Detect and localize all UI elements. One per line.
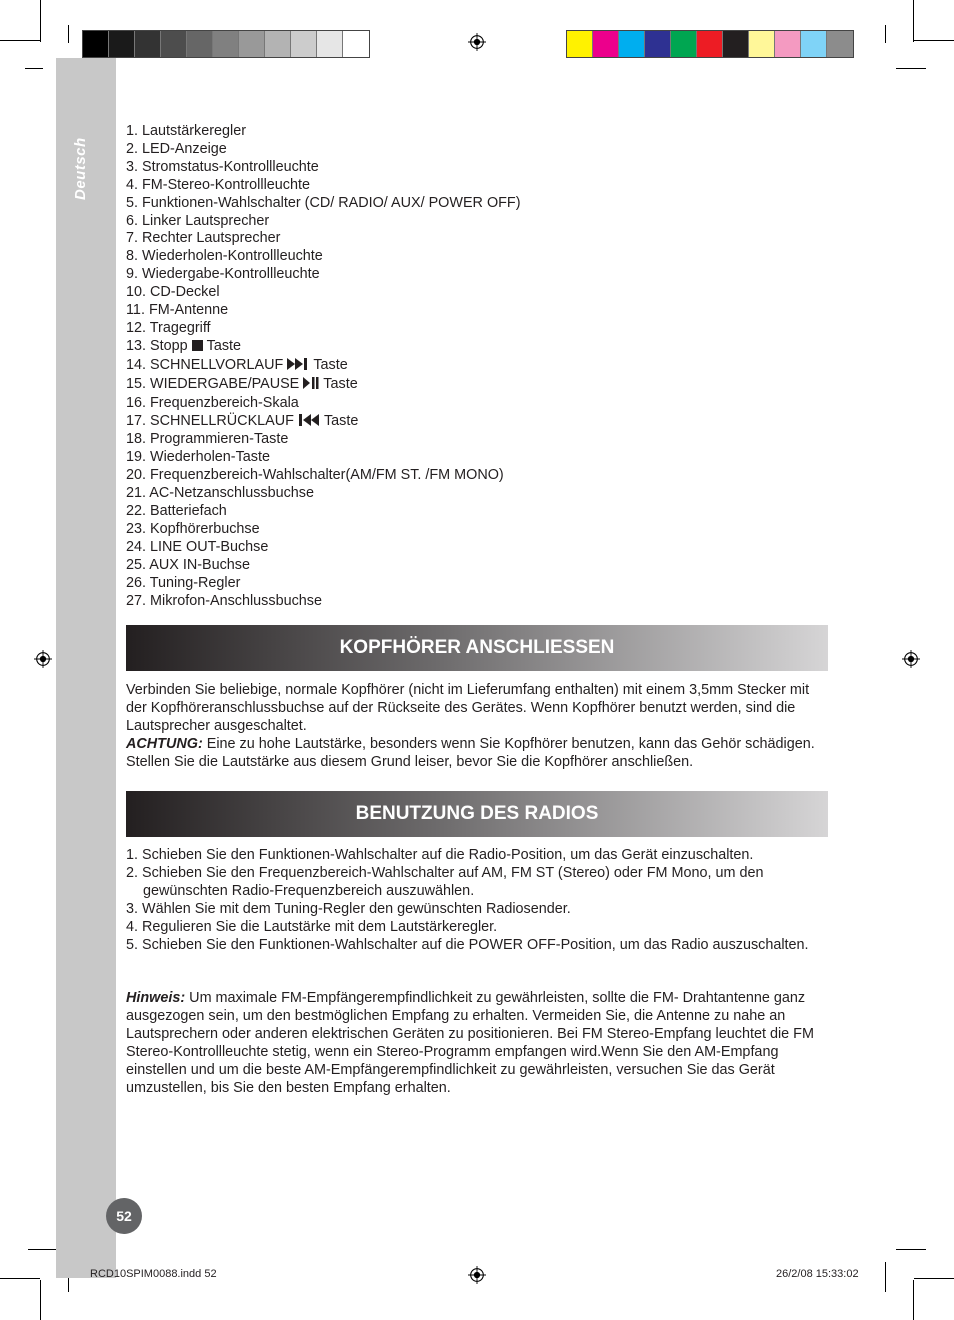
list-item-text: LED-Anzeige bbox=[142, 140, 227, 157]
crop-mark bbox=[885, 25, 886, 43]
rewind-icon bbox=[298, 414, 320, 432]
registration-mark-icon bbox=[902, 650, 920, 668]
list-item bbox=[126, 557, 521, 575]
color-swatch bbox=[593, 31, 619, 57]
color-swatch bbox=[775, 31, 801, 57]
list-item-number: 8. bbox=[126, 248, 139, 265]
list-item-number: 15. bbox=[126, 375, 147, 392]
list-item-text: Frequenzbereich-Skala bbox=[150, 394, 299, 411]
list-item-number: 13. bbox=[126, 337, 147, 354]
list-item bbox=[126, 248, 521, 266]
section-header-radio: BENUTZUNG DES RADIOS bbox=[126, 791, 828, 837]
list-item-number: 17. bbox=[126, 412, 147, 429]
warning-text: Eine zu hohe Lautstärke, besonders wenn Sie Kopfhörer benutzen, kann das Gehör schädigen. Stellen Sie die Lautstärke aus diesem Grund leiser, bevor Sie die Kopfhörer anschließen. bbox=[126, 735, 815, 770]
list-item-text: AC-Netzanschlussbuchse bbox=[149, 485, 315, 502]
color-swatch bbox=[827, 31, 853, 57]
list-item bbox=[126, 593, 521, 611]
color-swatch bbox=[671, 31, 697, 57]
list-item bbox=[126, 357, 521, 376]
list-item-number: 1. bbox=[126, 123, 139, 139]
list-item-text: LINE OUT-Buchse bbox=[150, 538, 269, 555]
play-pause-icon bbox=[303, 377, 319, 395]
process-color-bar bbox=[566, 30, 854, 58]
language-sidebar bbox=[56, 58, 116, 1278]
list-item-number: 25. bbox=[126, 556, 147, 573]
crop-mark bbox=[40, 0, 41, 42]
list-item bbox=[126, 413, 521, 432]
crop-mark bbox=[896, 68, 926, 69]
list-item-text: SCHNELLVORLAUF bbox=[150, 356, 284, 373]
color-swatch bbox=[723, 31, 749, 57]
list-item-text: Linker Lautsprecher bbox=[142, 212, 270, 229]
list-item bbox=[126, 177, 521, 195]
color-swatch bbox=[343, 31, 369, 57]
registration-mark-icon bbox=[468, 1266, 486, 1284]
list-item-text: Wiedergabe-Kontrollleuchte bbox=[142, 266, 320, 283]
color-swatch bbox=[619, 31, 645, 57]
list-item-number: 16. bbox=[126, 394, 147, 411]
list-item-number: 9. bbox=[126, 266, 139, 283]
step-item: 4. Regulieren Sie die Lautstärke mit dem Lautstärkeregler. bbox=[126, 918, 498, 935]
list-item-text: Batteriefach bbox=[150, 503, 227, 520]
list-item-text: SCHNELLRÜCKLAUF bbox=[150, 412, 294, 429]
list-item bbox=[126, 503, 521, 521]
color-swatch bbox=[697, 31, 723, 57]
stop-icon bbox=[192, 339, 203, 357]
list-item bbox=[126, 485, 521, 503]
list-item-number: 4. bbox=[126, 176, 139, 193]
list-item-number: 11. bbox=[126, 302, 145, 319]
color-swatch bbox=[749, 31, 775, 57]
list-item bbox=[126, 141, 521, 159]
list-item bbox=[126, 431, 521, 449]
list-item-text: Wiederholen-Taste bbox=[150, 449, 270, 466]
list-item-text: FM-Stereo-Kontrollleuchte bbox=[142, 176, 310, 193]
crop-mark bbox=[40, 1280, 41, 1320]
list-item-text: FM-Antenne bbox=[148, 302, 229, 319]
list-item bbox=[126, 266, 521, 284]
headphones-text bbox=[126, 682, 828, 772]
radio-note bbox=[126, 990, 828, 1097]
crop-mark bbox=[913, 0, 914, 42]
list-item bbox=[126, 338, 521, 357]
list-item-text: Funktionen-Wahlschalter (CD/ RADIO/ AUX/ POWER OFF) bbox=[142, 194, 521, 211]
list-item-text: Stopp bbox=[150, 337, 188, 354]
list-item bbox=[126, 213, 521, 231]
warning-label: ACHTUNG: bbox=[126, 735, 203, 752]
list-item bbox=[126, 395, 521, 413]
list-item-text: Programmieren-Taste bbox=[150, 431, 289, 448]
color-swatch bbox=[187, 31, 213, 57]
list-item-number: 21. bbox=[126, 485, 147, 502]
list-item bbox=[126, 159, 521, 177]
registration-mark-icon bbox=[468, 33, 486, 51]
color-swatch bbox=[83, 31, 109, 57]
radio-steps-block bbox=[126, 847, 828, 954]
list-item-text: Tuning-Regler bbox=[149, 574, 241, 591]
list-item-number: 5. bbox=[126, 194, 139, 211]
list-item-number: 12. bbox=[126, 319, 147, 336]
list-item-number: 6. bbox=[126, 212, 139, 229]
list-item-text: Tragegriff bbox=[149, 319, 211, 336]
step-item: 2. Schieben Sie den Frequenzbereich-Wahlschalter auf AM, FM ST (Stereo) oder FM Mono, um den gewünschten Radio-Frequenzbereich auszuwählen. bbox=[126, 864, 764, 899]
list-item-number: 14. bbox=[126, 356, 147, 373]
crop-mark bbox=[914, 1278, 954, 1279]
color-swatch bbox=[109, 31, 135, 57]
step-item: 1. Schieben Sie den Funktionen-Wahlschalter auf die Radio-Position, um das Gerät einzuschalten. bbox=[126, 847, 754, 863]
color-swatch bbox=[317, 31, 343, 57]
list-item-text: CD-Deckel bbox=[150, 284, 220, 301]
color-swatch bbox=[291, 31, 317, 57]
crop-mark bbox=[28, 1249, 58, 1250]
list-item bbox=[126, 195, 521, 213]
list-item bbox=[126, 284, 521, 302]
list-item-text: Mikrofon-Anschlussbuchse bbox=[150, 592, 322, 609]
list-item-number: 19. bbox=[126, 449, 147, 466]
registration-mark-icon bbox=[34, 650, 52, 668]
list-item-text: Lautstärkeregler bbox=[142, 123, 247, 139]
list-item bbox=[126, 539, 521, 557]
note-label: Hinweis: bbox=[126, 990, 186, 1006]
list-item-text: Stromstatus-Kontrollleuchte bbox=[142, 158, 319, 175]
list-item-suffix: Taste bbox=[323, 412, 359, 429]
list-item bbox=[126, 575, 521, 593]
list-item-text: Wiederholen-Kontrollleuchte bbox=[142, 248, 323, 265]
list-item-suffix: Taste bbox=[313, 356, 348, 373]
list-item bbox=[126, 467, 521, 485]
list-item-text: WIEDERGABE/PAUSE bbox=[150, 375, 300, 392]
language-label: Deutsch bbox=[72, 137, 89, 200]
color-swatch bbox=[567, 31, 593, 57]
list-item-number: 3. bbox=[126, 158, 139, 175]
radio-steps bbox=[126, 847, 828, 954]
crop-mark bbox=[885, 1262, 886, 1292]
step-item: 5. Schieben Sie den Funktionen-Wahlschalter auf die POWER OFF-Position, um das Radio auszuschalten. bbox=[126, 936, 809, 953]
list-item bbox=[126, 123, 521, 141]
list-item-number: 2. bbox=[126, 140, 139, 157]
list-item-text: Rechter Lautsprecher bbox=[142, 230, 281, 247]
list-item-number: 23. bbox=[126, 520, 147, 537]
crop-mark bbox=[0, 40, 40, 41]
list-item-suffix: Taste bbox=[323, 375, 358, 392]
list-item bbox=[126, 302, 521, 320]
list-item-text: Frequenzbereich-Wahlschalter(AM/FM ST. /FM MONO) bbox=[150, 467, 504, 484]
list-item bbox=[126, 521, 521, 539]
crop-mark bbox=[913, 1280, 914, 1320]
list-item-number: 7. bbox=[126, 230, 139, 247]
color-swatch bbox=[645, 31, 671, 57]
color-swatch bbox=[213, 31, 239, 57]
list-item-suffix: Taste bbox=[206, 337, 242, 354]
list-item-number: 24. bbox=[126, 538, 147, 555]
crop-mark bbox=[25, 68, 43, 69]
fast-forward-icon bbox=[287, 358, 309, 376]
list-item-number: 18. bbox=[126, 431, 147, 448]
parts-list bbox=[126, 123, 521, 610]
crop-mark bbox=[68, 25, 69, 43]
list-item-text: Kopfhörerbuchse bbox=[150, 520, 260, 537]
color-swatch bbox=[135, 31, 161, 57]
headphones-body: Verbinden Sie beliebige, normale Kopfhörer (nicht im Lieferumfang enthalten) mit einem 3,5mm Stecker mit der Kopfhöreranschlussbuchse auf der Rückseite des Gerätes. Wenn Kopfhörer benutzt werden, sind die Lautsprecher ausgeschaltet. bbox=[126, 682, 810, 734]
gray-color-bar bbox=[82, 30, 370, 58]
list-item-number: 10. bbox=[126, 284, 147, 301]
section-header-headphones: KOPFHÖRER ANSCHLIESSEN bbox=[126, 625, 828, 671]
footer-timestamp: 26/2/08 15:33:02 bbox=[776, 1268, 859, 1280]
list-item bbox=[126, 376, 521, 395]
step-item: 3. Wählen Sie mit dem Tuning-Regler den gewünschten Radiosender. bbox=[126, 900, 571, 917]
list-item bbox=[126, 230, 521, 248]
list-item-number: 22. bbox=[126, 503, 147, 520]
color-swatch bbox=[239, 31, 265, 57]
color-swatch bbox=[801, 31, 827, 57]
footer-filename: RCD10SPIM0088.indd 52 bbox=[90, 1268, 217, 1280]
list-item-number: 26. bbox=[126, 574, 147, 591]
note-text: Um maximale FM-Empfängerempfindlichkeit zu gewährleisten, sollte die FM- Drahtantenne ganz ausgezogen sein, um den bestmöglichen Empfang zu erhalten. Vermeiden Sie, die Antenne zu nahe an Lautsprechern oder anderen elektrischen Geräten zu positionieren. Bei FM Stereo-Empfang leuchtet die FM Stereo-Kontrollleuchte stetig, wenn ein Stereo-Programm empfangen wird.Wenn Sie den AM-Empfang einstellen und um die beste AM-Empfängerempfindlichkeit zu gewährleisten, versuchen Sie das Gerät umzustellen, bis Sie den besten Empfang erhalten. bbox=[126, 990, 814, 1096]
page-number: 52 bbox=[106, 1198, 142, 1234]
color-swatch bbox=[265, 31, 291, 57]
list-item bbox=[126, 449, 521, 467]
crop-mark bbox=[914, 40, 954, 41]
list-item bbox=[126, 320, 521, 338]
list-item-text: AUX IN-Buchse bbox=[149, 556, 251, 573]
list-item-number: 27. bbox=[126, 592, 147, 609]
crop-mark bbox=[896, 1249, 926, 1250]
color-swatch bbox=[161, 31, 187, 57]
list-item-number: 20. bbox=[126, 467, 147, 484]
crop-mark bbox=[0, 1278, 40, 1279]
